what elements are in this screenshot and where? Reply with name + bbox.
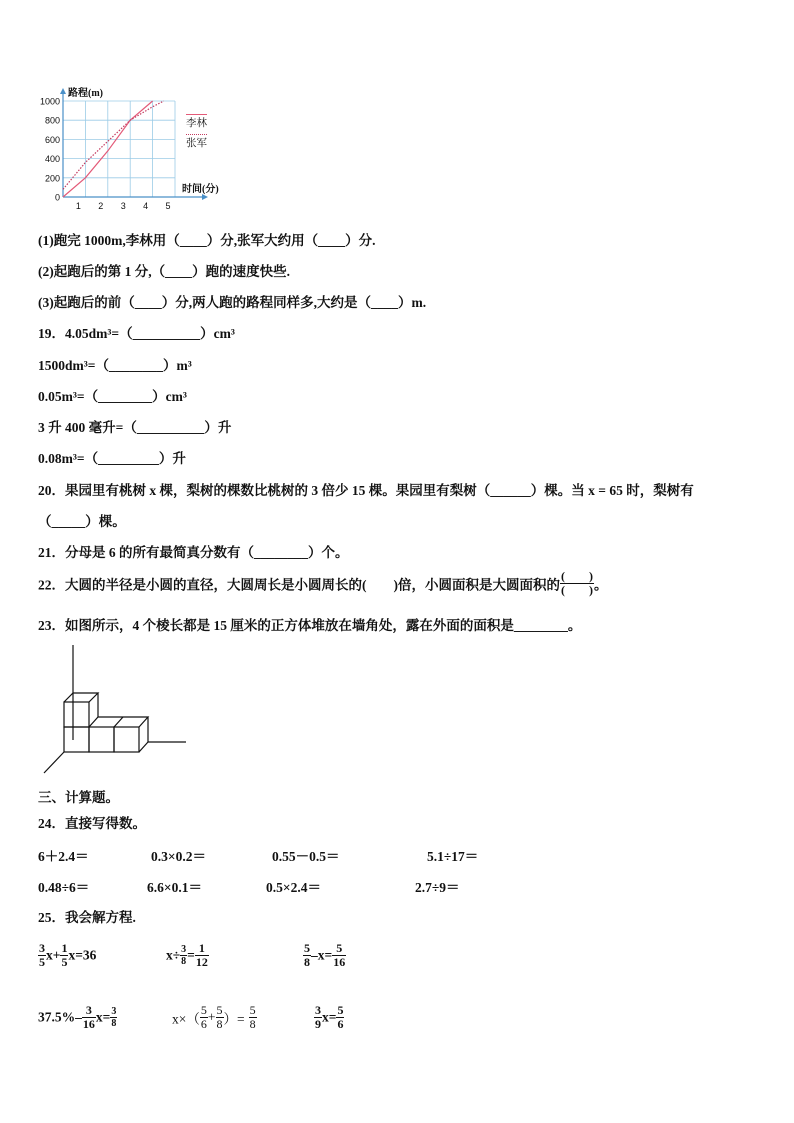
numerator: 3 <box>181 944 187 955</box>
q24-title: 24．直接写得数。 <box>38 816 146 831</box>
fraction <box>249 1004 257 1031</box>
q25-equation-6 <box>314 1004 344 1031</box>
q25-equation-4 <box>38 1004 117 1031</box>
chart-series <box>63 101 164 197</box>
x-tick-label: 5 <box>165 201 171 211</box>
q21: 21．分母是 6 的所有最简真分数有（________）个。 <box>38 545 349 560</box>
y-axis-label: 路程(m) <box>68 88 103 99</box>
eq-text: = <box>187 947 195 963</box>
x-axis-label: 时间(分) <box>182 184 219 195</box>
q22-fraction <box>560 570 594 597</box>
q24-r2-c2: 6.6×0.1＝ <box>147 880 202 895</box>
q19-line2: 1500dm³=（________）m³ <box>38 358 192 373</box>
numerator: 3 <box>315 1003 321 1017</box>
y-tick-label: 200 <box>44 173 60 184</box>
q19-line4: 3 升 400 毫升=（__________）升 <box>38 420 232 435</box>
q19-line5: 0.08m³=（_________）升 <box>38 451 186 466</box>
eq-text: 37.5%– <box>38 1009 82 1025</box>
fraction <box>314 1004 322 1031</box>
q24-r2-c4: 2.7÷9＝ <box>415 880 460 895</box>
denominator: 5 <box>39 955 45 969</box>
y-tick-label: 600 <box>44 134 60 145</box>
q25-title: 25．我会解方程. <box>38 910 136 925</box>
y-tick-label: 0 <box>54 192 60 203</box>
q22-text: 22．大圆的半径是小圆的直径，大圆周长是小圆周长的( )倍，小圆面积是大圆面积的 <box>38 577 560 593</box>
denominator: 6 <box>337 1017 344 1031</box>
x-tick-label: 4 <box>143 201 149 211</box>
section-3-title: 三、计算题。 <box>38 790 119 805</box>
fraction <box>200 1004 208 1031</box>
q19-line1: 19．4.05dm³=（__________）cm³ <box>38 326 235 341</box>
fraction <box>332 942 346 969</box>
y-tick-label: 1000 <box>39 96 60 107</box>
numerator: 5 <box>304 941 310 955</box>
series-line-1 <box>63 101 164 189</box>
denominator: 12 <box>195 955 208 969</box>
q18-part3: (3)起跑后的前（____）分,两人跑的路程同样多,大约是（____）m. <box>38 295 427 310</box>
y-tick-label: 800 <box>44 115 60 126</box>
numerator: 1 <box>195 942 209 956</box>
denominator: 8 <box>181 956 187 967</box>
fraction <box>38 942 46 969</box>
fraction <box>303 942 311 969</box>
fraction <box>216 1004 224 1031</box>
q22-end: 。 <box>594 577 608 593</box>
eq-text: ）= <box>223 1011 245 1027</box>
q24-r2-c1: 0.48÷6＝ <box>38 880 90 895</box>
q25-equation-3 <box>303 942 346 969</box>
x-tick-label: 1 <box>75 201 81 211</box>
q18-part2: (2)起跑后的第 1 分,（____）跑的速度快些. <box>38 264 290 279</box>
eq-text: x÷ <box>166 947 181 963</box>
q24-r1-c3: 0.55－0.5＝ <box>272 849 340 864</box>
q19-line3: 0.05m³=（________）cm³ <box>38 389 187 404</box>
denominator: 8 <box>216 1017 223 1031</box>
numerator: 5 <box>337 1003 344 1017</box>
fraction <box>82 1004 96 1031</box>
numerator: 5 <box>332 942 346 956</box>
fraction <box>110 1006 117 1029</box>
x-tick-label: 2 <box>98 201 104 211</box>
eq-text: –x= <box>311 947 333 963</box>
numerator: 1 <box>61 941 68 955</box>
q24-r1-c4: 5.1÷17＝ <box>427 849 479 864</box>
q24-r1-c2: 0.3×0.2＝ <box>151 849 206 864</box>
numerator: 5 <box>249 1003 256 1017</box>
numerator: 5 <box>200 1003 207 1017</box>
denominator: 8 <box>304 955 310 969</box>
legend-lilin: 李林 <box>186 114 207 130</box>
y-tick-label: 400 <box>44 154 60 165</box>
legend-zhangjun: 张军 <box>186 134 207 150</box>
numerator: 3 <box>82 1004 96 1018</box>
denominator: 9 <box>315 1017 321 1031</box>
eq-text: x= <box>95 1009 111 1025</box>
q24-r1-c1: 6＋2.4＝ <box>38 849 89 864</box>
eq-text: x=36 <box>68 947 97 963</box>
y-axis-arrow <box>60 88 66 94</box>
q20-line1: 20．果园里有桃树 x 棵，梨树的棵数比桃树的 3 倍少 15 棵。果园里有梨树（______）棵。当 x = 65 时，梨树有 <box>38 483 694 498</box>
q23: 23．如图所示，4 个棱长都是 15 厘米的正方体堆放在墙角处，露在外面的面积是________。 <box>38 618 582 633</box>
q25-equation-1 <box>38 942 96 969</box>
denominator: 8 <box>249 1017 256 1031</box>
q22 <box>38 570 608 597</box>
fraction <box>336 1004 344 1031</box>
q25-equation-2 <box>166 942 209 969</box>
eq-text: x+ <box>46 947 61 963</box>
numerator: 3 <box>111 1006 117 1017</box>
denominator: 16 <box>82 1017 95 1031</box>
denominator: 5 <box>61 955 68 969</box>
denominator: 6 <box>200 1017 207 1031</box>
denominator: 8 <box>111 1018 117 1029</box>
denominator: 16 <box>333 955 346 969</box>
numerator: 5 <box>216 1003 223 1017</box>
q24-r2-c3: 0.5×2.4＝ <box>266 880 321 895</box>
fraction <box>195 942 209 969</box>
q22-fraction-den: ( ) <box>561 583 593 597</box>
eq-text: x= <box>322 1009 337 1025</box>
q18-part1: (1)跑完 1000m,李林用（____）分,张军大约用（____）分. <box>38 233 376 248</box>
q20-line2: （_____）棵。 <box>38 514 126 529</box>
eq-text: + <box>207 1009 216 1025</box>
cubes-in-corner-figure <box>40 645 190 775</box>
x-tick-label: 3 <box>120 201 126 211</box>
q25-equation-5 <box>172 1004 257 1031</box>
q22-fraction-num: ( ) <box>561 569 593 583</box>
eq-text: x×（ <box>172 1011 200 1027</box>
numerator: 3 <box>39 941 45 955</box>
